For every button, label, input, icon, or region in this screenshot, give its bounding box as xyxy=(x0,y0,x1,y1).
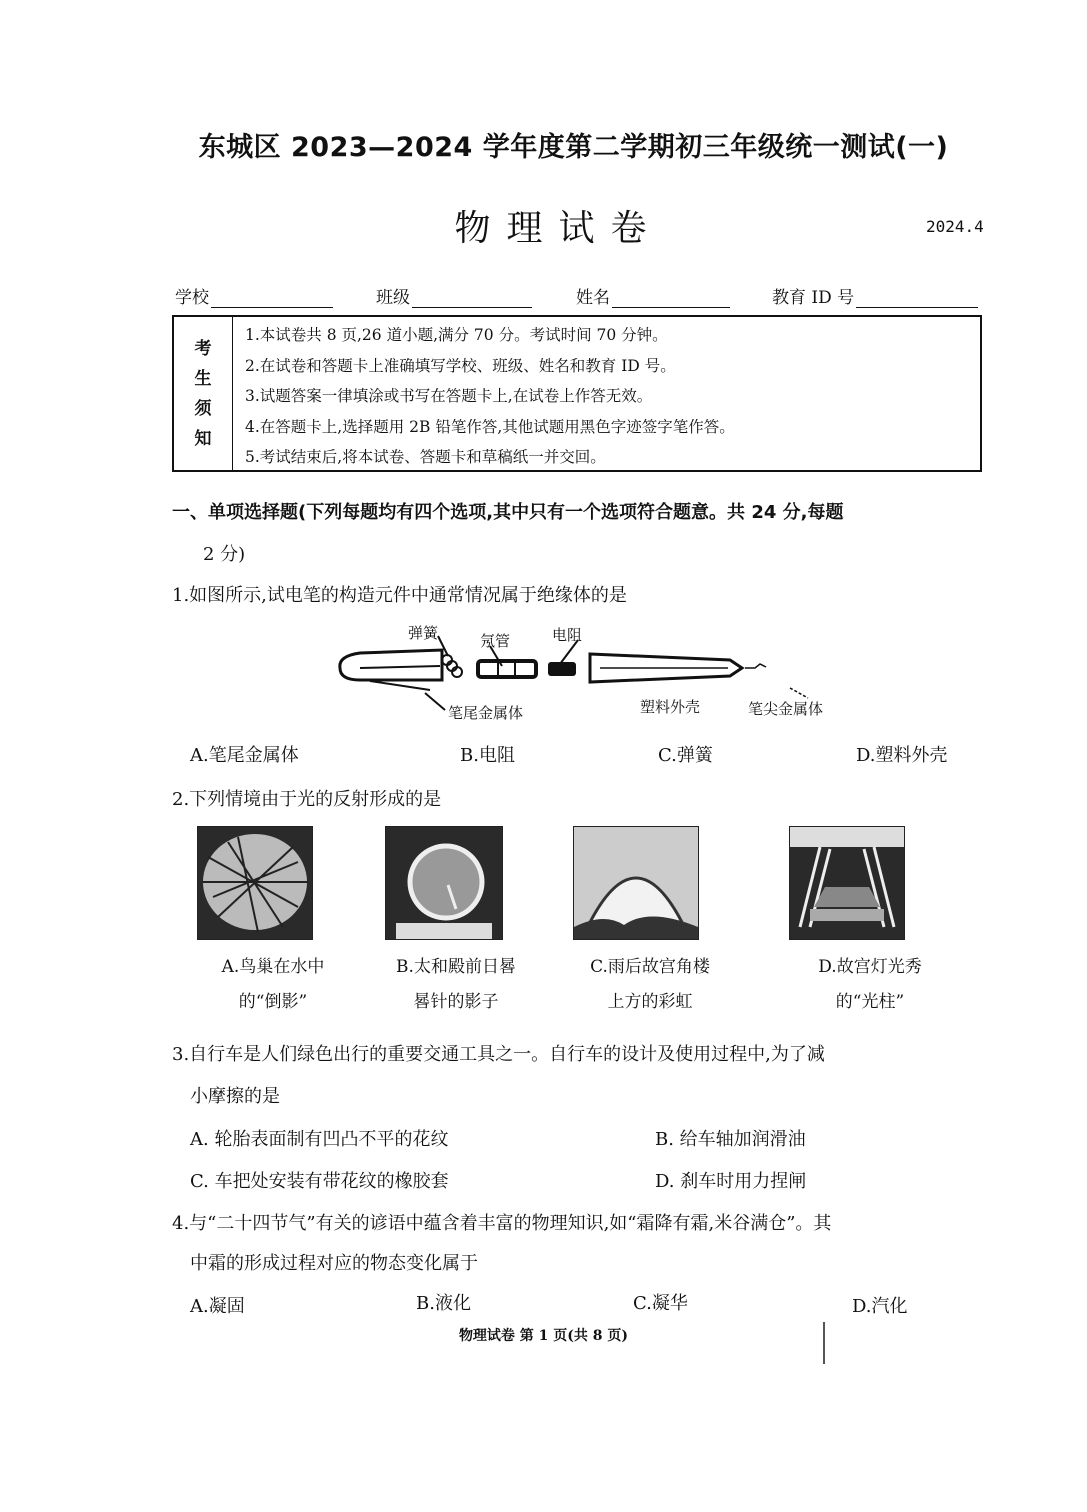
scan-mark-line xyxy=(823,1322,825,1364)
notice-item: 1.本试卷共 8 页,26 道小题,满分 70 分。考试时间 70 分钟。 xyxy=(245,326,668,344)
rainbow-image xyxy=(574,827,698,939)
question-3-stem-cont: 小摩擦的是 xyxy=(190,1086,280,1107)
notice-item: 5.考试结束后,将本试卷、答题卡和草稿纸一并交回。 xyxy=(245,448,606,466)
blank-line[interactable] xyxy=(211,289,333,308)
q4-option-b[interactable]: B.液化 xyxy=(416,1293,471,1314)
option-line: A.鸟巢在水中 xyxy=(221,957,325,977)
blank-line[interactable] xyxy=(412,289,532,308)
q1-option-a[interactable]: A.笔尾金属体 xyxy=(190,745,299,766)
photo-rainbow xyxy=(573,826,699,940)
q1-option-d[interactable]: D.塑料外壳 xyxy=(856,745,948,766)
field-school[interactable] xyxy=(175,283,333,308)
subject-title: 物理试卷 xyxy=(454,208,663,249)
question-4-stem-cont: 中霜的形成过程对应的物态变化属于 xyxy=(190,1253,478,1274)
option-line: 的“倒影” xyxy=(238,992,308,1012)
notice-item: 4.在答题卡上,选择题用 2B 铅笔作答,其他试题用黑色字迹签字笔作答。 xyxy=(245,417,735,436)
field-label: 姓名 xyxy=(576,288,610,308)
q4-option-d[interactable]: D.汽化 xyxy=(852,1296,908,1317)
section-heading: 一、单项选择题(下列每题均有四个选项,其中只有一个选项符合题意。共 24 分,每题 xyxy=(172,502,844,523)
option-line: D.故宫灯光秀 xyxy=(818,957,922,977)
field-label: 教育 ID 号 xyxy=(772,288,855,308)
notice-heading xyxy=(174,317,233,470)
option-line: 的“光柱” xyxy=(835,992,905,1012)
exam-notice-box xyxy=(172,315,982,472)
photo-light-pillars xyxy=(789,826,905,940)
page-footer: 物理试卷 第 1 页(共 8 页) xyxy=(458,1328,629,1344)
section-heading-cont: 2 分) xyxy=(203,544,246,565)
q4-option-a[interactable]: A.凝固 xyxy=(190,1296,245,1317)
birds-nest-image xyxy=(198,827,312,939)
field-label: 学校 xyxy=(175,288,209,308)
photo-sundial-shadow xyxy=(385,826,503,940)
option-line: 上方的彩虹 xyxy=(607,992,693,1012)
notice-heading-char: 知 xyxy=(194,428,212,449)
q3-option-d[interactable]: D. 刹车时用力捏闸 xyxy=(655,1171,807,1192)
q3-option-b[interactable]: B. 给车轴加润滑油 xyxy=(655,1129,806,1150)
field-education-id[interactable] xyxy=(772,283,978,308)
notice-heading-char: 生 xyxy=(194,368,212,389)
label-tail-metal: 笔尾金属体 xyxy=(448,704,524,722)
label-neon-tube: 氖管 xyxy=(480,632,511,650)
notice-items xyxy=(233,317,980,470)
question-1-stem: 1.如图所示,试电笔的构造元件中通常情况属于绝缘体的是 xyxy=(172,585,627,606)
q2-option-c[interactable] xyxy=(580,950,720,1020)
test-pen-diagram xyxy=(330,618,840,728)
question-3-stem: 3.自行车是人们绿色出行的重要交通工具之一。自行车的设计及使用过程中,为了减 xyxy=(172,1044,825,1065)
question-2-stem: 2.下列情境由于光的反射形成的是 xyxy=(172,789,442,810)
exam-title: 东城区 2023—2024 学年度第二学期初三年级统一测试(一) xyxy=(198,132,949,163)
label-plastic-shell: 塑料外壳 xyxy=(640,698,701,716)
blank-line[interactable] xyxy=(612,289,730,308)
field-class[interactable] xyxy=(376,283,532,308)
label-resistor: 电阻 xyxy=(552,626,583,644)
blank-line[interactable] xyxy=(856,289,978,308)
question-4-stem: 4.与“二十四节气”有关的谚语中蕴含着丰富的物理知识,如“霜降有霜,米谷满仓”。其 xyxy=(172,1213,832,1234)
q2-option-a[interactable] xyxy=(208,950,338,1020)
notice-item: 2.在试卷和答题卡上准确填写学校、班级、姓名和教育 ID 号。 xyxy=(245,356,676,375)
label-tip-metal: 笔尖金属体 xyxy=(748,700,824,718)
option-line: 晷针的影子 xyxy=(413,992,499,1012)
label-spring: 弹簧 xyxy=(408,624,439,642)
q2-option-b[interactable] xyxy=(386,950,526,1020)
sundial-image xyxy=(386,827,502,939)
q3-option-a[interactable]: A. 轮胎表面制有凹凸不平的花纹 xyxy=(190,1129,449,1150)
notice-heading-char: 考 xyxy=(194,338,212,359)
q1-option-c[interactable]: C.弹簧 xyxy=(658,745,713,766)
q1-option-b[interactable]: B.电阻 xyxy=(460,745,515,766)
notice-heading-char: 须 xyxy=(194,398,212,419)
field-label: 班级 xyxy=(376,288,410,308)
photo-birds-nest-reflection xyxy=(197,826,313,940)
option-line: B.太和殿前日晷 xyxy=(396,957,516,977)
q3-option-c[interactable]: C. 车把处安装有带花纹的橡胶套 xyxy=(190,1171,449,1192)
q2-option-d[interactable] xyxy=(800,950,940,1020)
q4-option-c[interactable]: C.凝华 xyxy=(633,1293,688,1314)
notice-item: 3.试题答案一律填涂或书写在答题卡上,在试卷上作答无效。 xyxy=(245,387,653,405)
exam-date: 2024.4 xyxy=(926,217,984,236)
light-show-image xyxy=(790,827,904,939)
option-line: C.雨后故宫角楼 xyxy=(590,957,710,977)
field-name[interactable] xyxy=(576,283,730,308)
